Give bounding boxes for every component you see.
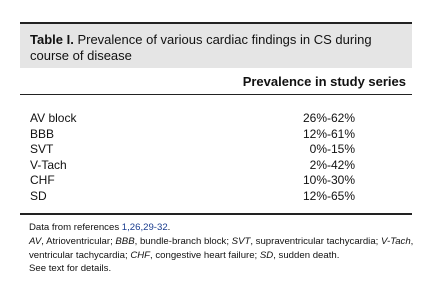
table-row	[20, 189, 412, 205]
row-value: 12%-61%	[302, 126, 355, 141]
abbr-definition: , bundle-branch block;	[134, 235, 232, 247]
table-row	[20, 111, 412, 127]
abbreviations-note	[29, 235, 414, 263]
abbr-definition: , sudden death.	[273, 249, 340, 261]
abbr-definition: , ventricular tachycardia;	[29, 235, 414, 261]
reference-links[interactable]: 1,26,29-32	[121, 222, 168, 233]
data-source-note	[29, 221, 414, 235]
abbr: CHF	[130, 249, 151, 261]
abbr: AV	[29, 235, 42, 247]
table-footnotes	[29, 221, 414, 276]
row-value: 0%-15%	[309, 142, 355, 156]
data-source-suffix: .	[167, 222, 171, 233]
abbr: V-Tach	[380, 235, 411, 247]
row-label: V-Tach	[30, 157, 67, 172]
row-label: BBB	[30, 126, 55, 141]
table-row	[20, 173, 412, 189]
abbr-definition: , congestive heart failure;	[150, 249, 260, 261]
see-text-note: See text for details.	[29, 263, 112, 275]
abbr: SVT	[231, 235, 251, 247]
row-label: CHF	[30, 173, 55, 187]
table-label: Table I.	[30, 32, 74, 47]
data-source-prefix: Data from references	[29, 222, 122, 233]
column-header: Prevalence in study series	[242, 74, 406, 89]
abbr-definition: , supraventricular tachycardia;	[250, 235, 381, 247]
table-title	[30, 32, 410, 64]
table-body	[20, 111, 412, 204]
table-row	[20, 127, 412, 143]
abbr: BBB	[115, 235, 135, 247]
row-label: SVT	[30, 142, 54, 156]
row-value: 26%-62%	[302, 111, 355, 125]
abbr: SD	[259, 249, 274, 261]
table-title-box	[20, 22, 412, 68]
row-value: 12%-65%	[302, 188, 355, 203]
table-row	[20, 142, 412, 158]
row-label: AV block	[30, 111, 77, 125]
row-value: 2%-42%	[309, 157, 355, 172]
abbr-definition: , Atrioventricular;	[41, 235, 116, 247]
table-bottom-rule	[20, 213, 412, 215]
column-header-row	[20, 70, 412, 95]
table-caption: Prevalence of various cardiac findings in CS during course of disease	[30, 32, 372, 63]
row-value: 10%-30%	[302, 173, 355, 187]
row-label: SD	[30, 188, 47, 203]
table-row	[20, 158, 412, 174]
